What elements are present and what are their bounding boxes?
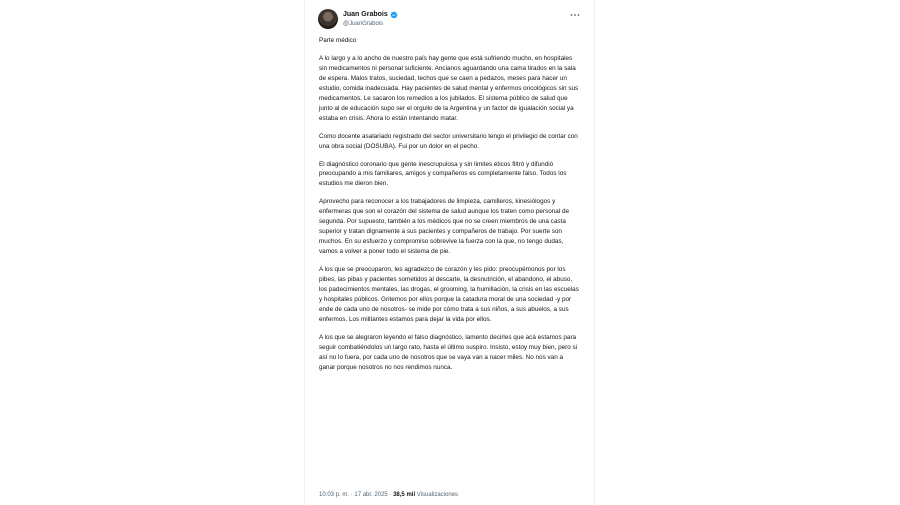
views-label: Visualizaciones (416, 492, 459, 498)
tweet-card (304, 0, 595, 505)
tweet-paragraph: El diagnóstico coronario que gente inescrupulosa y sin limites éticos filtró y difundió preocupando a mis familiares, amigos y compañeros es completamente falso. Todos los estudios me dieron bien. (319, 160, 567, 188)
meta-separator: · (350, 492, 353, 498)
tweet-paragraph: A lo largo y a lo ancho de nuestro país hay gente que está sufriendo mucho, en hospitales sin medicamentos ni personal suficiente. Ancianos aguardando una cama tirados en la sala de espera. Malos tratos, suciedad, techos que se caen a pedazos, meses para hacer un estudio, comida inadecuada. Hay pacientes de salud mental y enfermos oncológicos sin sus medicamentos. Le sacaron los remedios a los jubilados. El sistema público de salud que junto al de educación supo ser el orgullo de la Argentina y un factor de igualación social ya estaba en crisis. Ahora lo están intentando matar. (319, 54, 579, 122)
tweet-metadata (319, 491, 458, 499)
views-count[interactable]: 38,5 mil (393, 492, 416, 498)
tweet-paragraph: A los que se preocuparon, les agradezco de corazón y les pido: preocupémonos por los pibes, las pibas y pacientes sometidos al descarte, la desnutrición, el abandono, el abuso, los padecimientos mentales, las drogas, el grooming, la humillación, la crisis en las escuelas y hospitales públicos. Gritemos por ellos porque la catadura moral de una sociedad -y por ende de cada uno de nosotros- se mide por cómo trata a sus niños, a sus abuelos, a sus enfermos. Los militantes estamos para dejar la vida por ellos. (319, 266, 579, 323)
tweet-paragraph: A los que se alegraron leyendo el falso diagnóstico, lamento decirles que acá estamos para seguir combatiéndolos un largo rato, hasta el último suspiro. Insisto, estoy muy bien, pero si así no lo fuera, por cada uno de nosotros que se vaya van a nacer miles. No nos van a ganar porque nosotros no nos rendimos nunca. (319, 333, 578, 371)
tweet-paragraph: Como docente asalariado registrado del sector universitario tengo el privilegio de contar con una obra social (DOSUBA). Fui por un dolor en el pecho. (319, 132, 578, 150)
verified-badge-icon (390, 11, 398, 19)
tweet-time[interactable]: 10:03 p. m. (319, 492, 350, 498)
tweet-paragraph-title: Parte médico (319, 37, 357, 44)
tweet-date[interactable]: 17 abr. 2025 (354, 492, 388, 498)
tweet-paragraph: Aprovecho para reconocer a los trabajadores de limpieza, camilleros, kinesiólogos y enfermeras que son el corazón del sistema de salud aunque los traten como personal de segunda. Por supuesto, también a los médicos que no se creen miembros de una casta superior y tratan dignamente a sus pacientes y compañeros de trabajo. Por suerte son muchos. En su esfuerzo y compromiso sobrevive la fuerza con la que, no tengo dudas, vamos a volver a poner todo el sistema de pie. (319, 198, 570, 256)
author-handle[interactable]: @JuanGrabois (343, 21, 384, 27)
author-display-name[interactable]: Juan Grabois (343, 11, 388, 18)
author-name-row (343, 10, 398, 20)
avatar[interactable] (318, 9, 338, 29)
tweet-header (318, 9, 583, 31)
meta-separator: · (389, 492, 392, 498)
tweet-text (319, 36, 581, 373)
more-options-icon[interactable] (569, 11, 581, 19)
